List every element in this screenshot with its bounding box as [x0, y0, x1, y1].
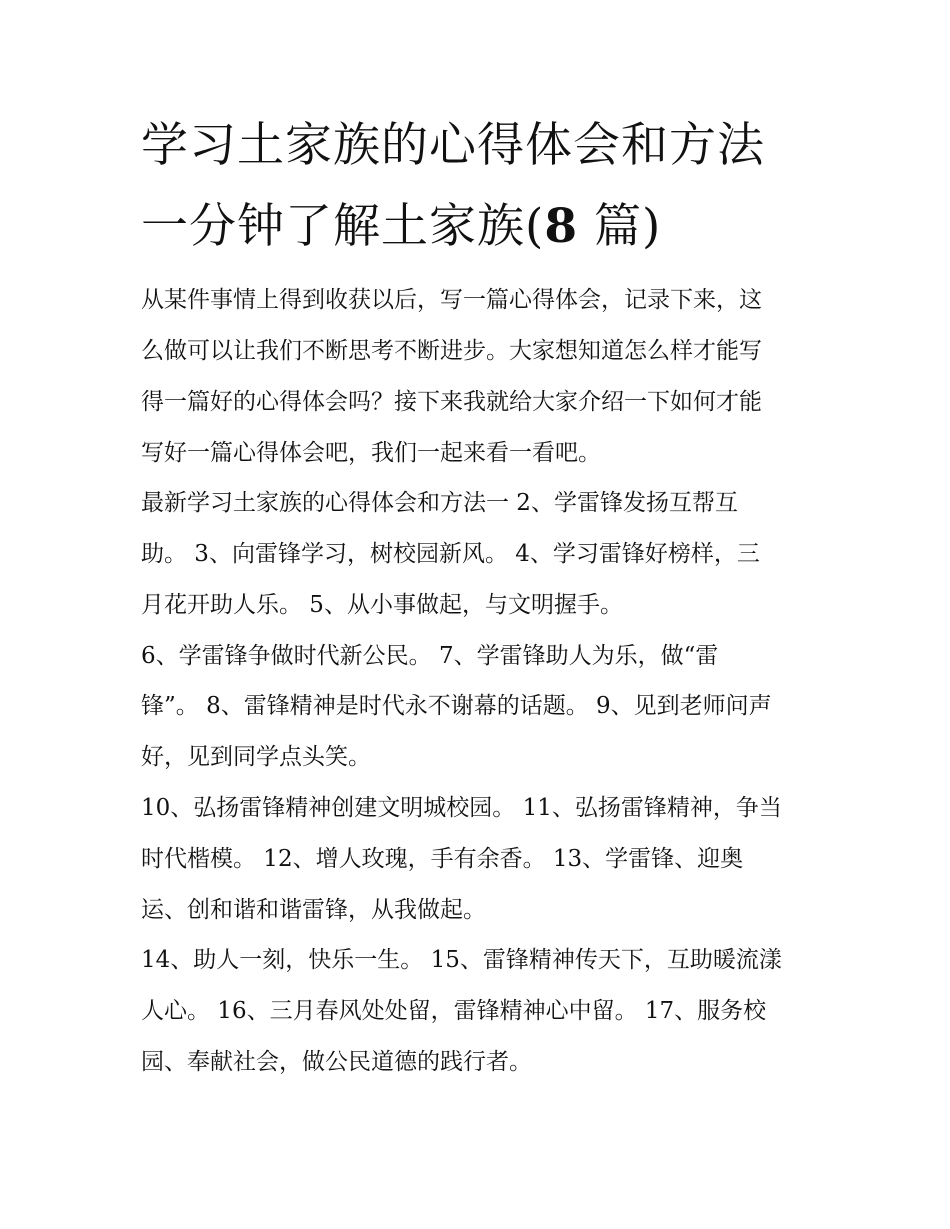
paragraph-4-line-1: 14、助人一刻，快乐一生。 15、雷锋精神传天下，互助暖流漾 [141, 947, 782, 973]
intro-line-4: 写好一篇心得体会吧，我们一起来看一看吧。 [141, 440, 601, 466]
intro-line-3: 得一篇好的心得体会吗？接下来我就给大家介绍一下如何才能 [141, 389, 762, 415]
title-line-2-suffix: 篇) [578, 199, 662, 254]
paragraph-2-line-1: 6、学雷锋争做时代新公民。 7、学雷锋助人为乐，做“雷 [141, 643, 719, 669]
paragraph-3-line-2: 时代楷模。 12、增人玫瑰，手有余香。 13、学雷锋、迎奥 [141, 846, 744, 872]
intro-line-1: 从某件事情上得到收获以后，写一篇心得体会，记录下来，这 [141, 287, 762, 313]
paragraph-2-line-3: 好，见到同学点头笑。 [141, 744, 371, 770]
title-line-2 [141, 197, 661, 257]
title-line-2-number: 8 [544, 199, 579, 254]
paragraph-2-line-2: 锋”。 8、雷锋精神是时代永不谢幕的话题。 9、见到老师问声 [141, 693, 772, 719]
paragraph-1-line-1: 最新学习土家族的心得体会和方法一 2、学雷锋发扬互帮互 [141, 490, 738, 516]
paragraph-4-line-2: 人心。 16、三月春风处处留，雷锋精神心中留。 17、服务校 [141, 998, 767, 1024]
intro-line-2: 么做可以让我们不断思考不断进步。大家想知道怎么样才能写 [141, 338, 762, 364]
paragraph-3-line-1: 10、弘扬雷锋精神创建文明城校园。 11、弘扬雷锋精神，争当 [141, 795, 782, 821]
paragraph-4-line-3: 园、奉献社会，做公民道德的践行者。 [141, 1049, 532, 1075]
paragraph-3-line-3: 运、创和谐和谐雷锋，从我做起。 [141, 897, 486, 923]
title-line-2-prefix: 一分钟了解土家族( [141, 199, 545, 254]
paragraph-1-line-2: 助。 3、向雷锋学习，树校园新风。 4、学习雷锋好榜样，三 [141, 541, 760, 567]
title-line-1: 学习土家族的心得体会和方法 [141, 118, 765, 173]
paragraph-1-line-3: 月花开助人乐。 5、从小事做起，与文明握手。 [141, 592, 623, 618]
